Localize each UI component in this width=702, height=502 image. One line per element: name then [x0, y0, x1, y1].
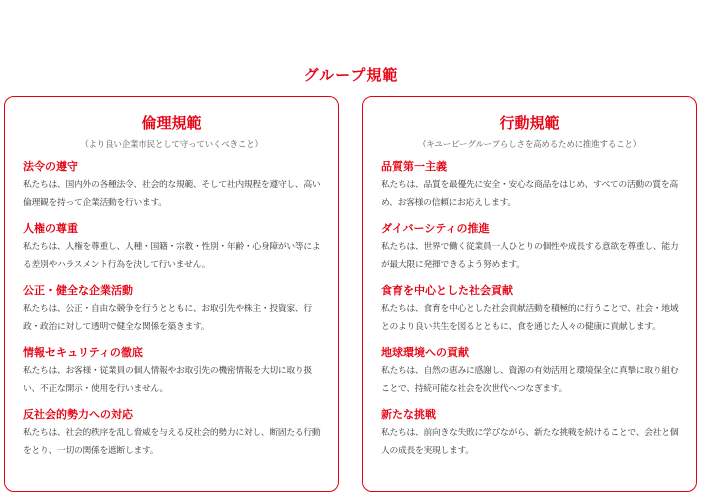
section-body: 私たちは、自然の恵みに感謝し、資源の有効活用と環境保全に真摯に取り組むことで、持続可能な社会を次世代へつなぎます。	[381, 366, 679, 394]
section-heading: ダイバーシティの推進	[381, 222, 490, 235]
section-body: 私たちは、前向きな失敗に学びながら、新たな挑戦を続けることで、会社と個人の成長を実現します。	[381, 428, 679, 456]
ethics-section-info-security	[23, 346, 328, 398]
section-heading: 反社会的勢力への対応	[23, 408, 133, 421]
conduct-section-diversity	[381, 222, 686, 274]
ethics-section-compliance	[23, 160, 328, 212]
page-title: グループ規範	[303, 66, 399, 84]
section-heading: 法令の遵守	[23, 160, 78, 173]
conduct-section-food-education	[381, 284, 686, 336]
ethics-subtitle: （より良い企業市民として守っていくべきこと）	[80, 140, 263, 150]
section-body: 私たちは、公正・自由な競争を行うとともに、お取引先や株主・投資家、行政・政治に対して透明で健全な関係を築きます。	[23, 304, 312, 332]
section-body: 私たちは、お客様・従業員の個人情報やお取引先の機密情報を大切に取り扱い、不正な開示・使用を行いません。	[23, 366, 312, 394]
section-heading: 公正・健全な企業活動	[23, 284, 133, 297]
conduct-subtitle: （キユーピーグループらしさを高めるために推進すること）	[417, 140, 642, 150]
section-body: 私たちは、人権を尊重し、人種・国籍・宗教・性別・年齢・心身障がい等による差別やハラスメント行為を決して行いません。	[23, 242, 321, 270]
conduct-code-panel	[362, 96, 697, 492]
section-body: 私たちは、食育を中心とした社会貢献活動を積極的に行うことで、社会・地域とのより良い共生を図るとともに、食を通じた人々の健康に貢献します。	[381, 304, 679, 332]
ethics-section-human-rights	[23, 222, 328, 274]
conduct-section-challenge	[381, 408, 686, 460]
ethics-section-antisocial	[23, 408, 328, 460]
conduct-section-quality	[381, 160, 686, 212]
ethics-section-fair-business	[23, 284, 328, 336]
conduct-section-environment	[381, 346, 686, 398]
section-body: 私たちは、世界で働く従業員一人ひとりの個性や成長する意欲を尊重し、能力が最大限に発揮できるよう努めます。	[381, 242, 679, 270]
section-heading: 新たな挑戦	[381, 408, 436, 421]
section-body: 私たちは、国内外の各種法令、社会的な規範、そして社内規程を遵守し、高い倫理観を持って企業活動を行います。	[23, 180, 321, 208]
section-heading: 品質第一主義	[381, 160, 447, 173]
section-heading: 情報セキュリティの徹底	[23, 346, 143, 359]
ethics-code-panel	[4, 96, 339, 492]
section-heading: 食育を中心とした社会貢献	[381, 284, 513, 297]
section-body: 私たちは、社会的秩序を乱し脅威を与える反社会的勢力に対し、断固たる行動をとり、一切の関係を遮断します。	[23, 428, 321, 456]
section-heading: 地球環境への貢献	[381, 346, 469, 359]
section-body: 私たちは、品質を最優先に安全・安心な商品をはじめ、すべての活動の質を高め、お客様の信頼にお応えします。	[381, 180, 678, 208]
conduct-title: 行動規範	[499, 114, 560, 132]
ethics-title: 倫理規範	[141, 114, 202, 132]
section-heading: 人権の尊重	[23, 222, 78, 235]
